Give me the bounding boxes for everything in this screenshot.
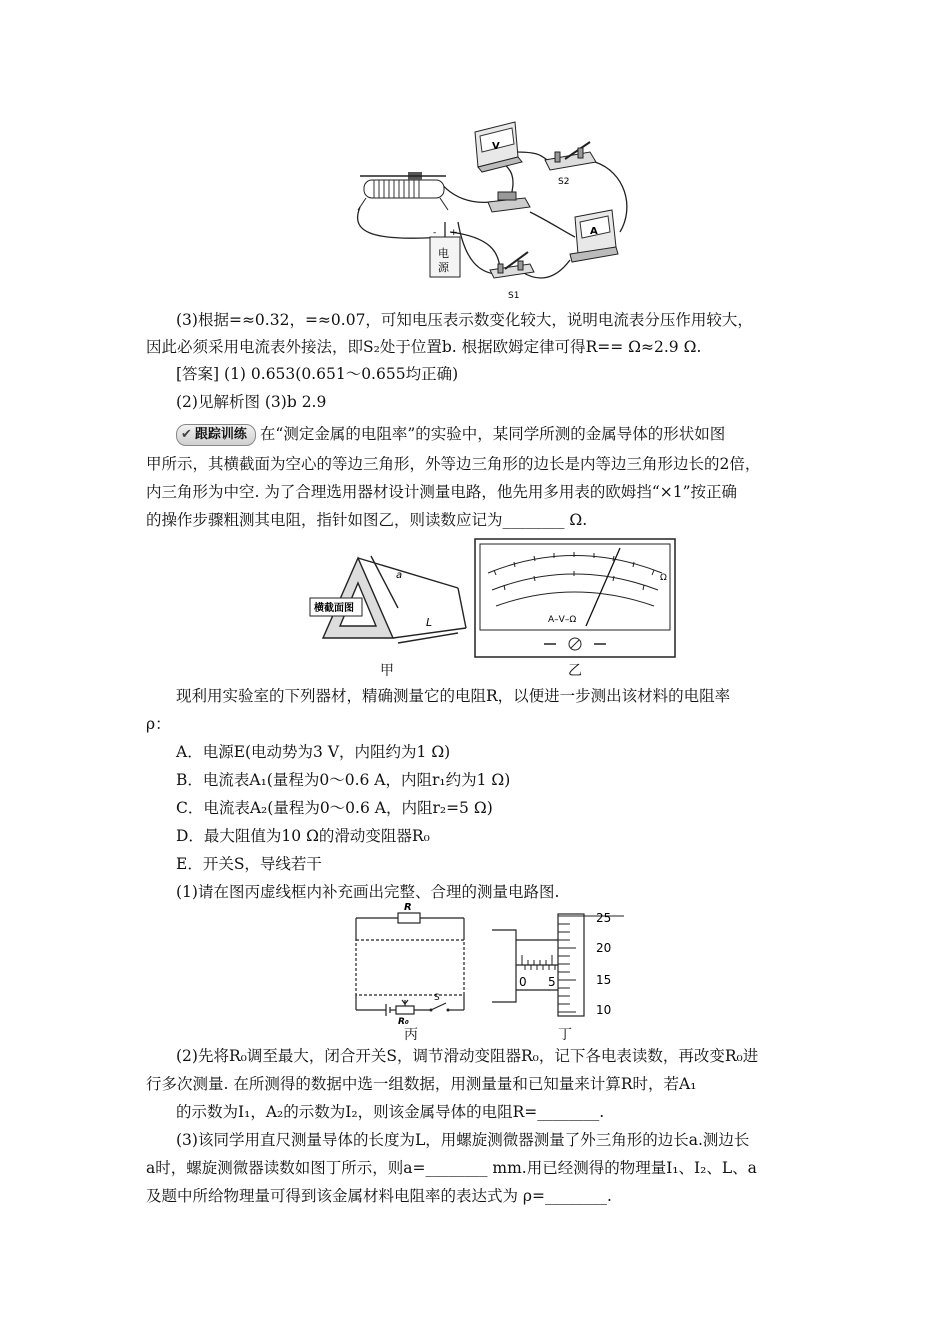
junction-block xyxy=(488,192,530,212)
circuit-figure-top xyxy=(350,112,640,302)
check-icon: ✔ xyxy=(181,427,192,442)
figure-bing-caption: 丙 xyxy=(404,1027,418,1043)
question-2-line1: (2)先将R₀调至最大，闭合开关S，调节滑动变阻器R₀，记下各电表读数，再改变R₀进 xyxy=(176,1047,759,1065)
s1-label: S1 xyxy=(508,291,520,301)
source-label-1: 电 xyxy=(438,247,449,260)
figure-jia-caption: 甲 xyxy=(380,663,394,679)
thimble-label-15: 15 xyxy=(596,973,612,987)
question-2-line3: 的示数为I₁，A₂的示数为I₂，则该金属导体的电阻R=________. xyxy=(176,1103,605,1121)
question-3-line2: a时，螺旋测微器读数如图丁所示，则a=________ mm.用已经测得的物理量I₁、I₂、L、a xyxy=(146,1159,757,1177)
circuit-figure-bing xyxy=(346,900,476,1025)
figure-ding-caption: 丁 xyxy=(558,1027,572,1043)
plus-terminal: + xyxy=(450,228,458,238)
thimble-label-25: 25 xyxy=(596,911,612,925)
rheostat xyxy=(358,172,448,210)
sleeve-label-5: 5 xyxy=(548,975,556,989)
voltmeter xyxy=(475,122,522,172)
source-label-2: 源 xyxy=(438,261,449,274)
thimble-label-20: 20 xyxy=(596,941,612,955)
material-c: C．电流表A₂(量程为0～0.6 A，内阻r₂=5 Ω) xyxy=(176,799,493,817)
meter-mode-label: A–V–Ω xyxy=(548,615,577,625)
side-a-label: a xyxy=(396,570,403,581)
multimeter-dial-drawing xyxy=(474,538,676,658)
question-3-line1: (3)该同学用直尺测量导体的长度为L，用螺旋测微器测量了外三角形的边长a.测边长 xyxy=(176,1131,750,1149)
para3-line2: 因此必须采用电流表外接法，即S₂处于位置b. 根据欧姆定律可得R== Ω≈2.9 Ω. xyxy=(146,338,702,356)
answer-line1: [答案] (1) 0.653(0.651～0.655均正确) xyxy=(176,365,459,383)
conductor-figure xyxy=(308,548,468,648)
figure-yi-caption: 乙 xyxy=(568,663,582,679)
question-3-line3: 及题中所给物理量可得到该金属材料电阻率的表达式为 ρ=________. xyxy=(146,1187,612,1205)
switch-s1 xyxy=(490,252,534,301)
material-a: A．电源E(电动势为3 V，内阻约为1 Ω) xyxy=(176,743,451,761)
s2-label: S2 xyxy=(558,177,570,187)
voltmeter-label: V xyxy=(492,141,500,152)
circuit-apparatus-drawing xyxy=(350,112,640,302)
minus-terminal: - xyxy=(433,228,437,238)
micrometer-figure xyxy=(490,910,630,1020)
circuit-diagram-bing xyxy=(346,900,476,1025)
ohm-symbol: Ω xyxy=(660,573,667,583)
tracking-line2: 甲所示，其横截面为空心的等边三角形，外等边三角形的边长是内等边三角形边长的2倍， xyxy=(146,455,761,473)
tracking-badge xyxy=(176,424,256,446)
question-1: (1)请在图丙虚线框内补充画出完整、合理的测量电路图. xyxy=(176,883,560,901)
switch-s-label: S xyxy=(434,993,440,1003)
multimeter-figure xyxy=(474,538,676,658)
tracking-line1 xyxy=(176,424,725,446)
switch-s2 xyxy=(545,142,596,187)
tracking-badge-label: 跟踪训练 xyxy=(194,427,247,442)
tracking-line3: 内三角形为中空. 为了合理选用器材设计测量电路，他先用多用表的欧姆挡“×1”按正确 xyxy=(146,483,738,501)
thimble-label-10: 10 xyxy=(596,1003,612,1017)
ammeter xyxy=(570,210,618,262)
sleeve-label-0: 0 xyxy=(519,975,527,989)
triangular-conductor-drawing xyxy=(308,548,468,648)
material-b: B．电流表A₁(量程为0～0.6 A，内阻r₁约为1 Ω) xyxy=(176,771,511,789)
material-e: E．开关S，导线若干 xyxy=(176,855,322,873)
answer-line2: (2)见解析图 (3)b 2.9 xyxy=(176,393,327,411)
material-d: D．最大阻值为10 Ω的滑动变阻器R₀ xyxy=(176,827,430,845)
ammeter-label: A xyxy=(590,226,598,237)
rheostat-r0-label: R₀ xyxy=(398,1017,409,1025)
para3-line1: (3)根据=≈0.32，=≈0.07，可知电压表示数变化较大，说明电流表分压作用较大， xyxy=(176,311,753,329)
tracking-line4: 的操作步骤粗测其电阻，指针如图乙，则读数应记为________ Ω. xyxy=(146,511,588,529)
micrometer-drawing xyxy=(490,910,630,1020)
materials-intro-1: 现利用实验室的下列器材，精确测量它的电阻R，以便进一步测出该材料的电阻率 xyxy=(176,687,731,705)
question-2-line2: 行多次测量. 在所测得的数据中选一组数据，用测量量和已知量来计算R时，若A₁ xyxy=(146,1075,697,1093)
cross-section-label: 横截面图 xyxy=(314,603,354,614)
length-l-label: L xyxy=(426,616,433,629)
materials-intro-2: ρ： xyxy=(146,715,171,733)
resistor-r-label: R xyxy=(404,902,412,913)
tracking-text-1: 在“测定金属的电阻率”的实验中，某同学所测的金属导体的形状如图 xyxy=(259,425,726,443)
